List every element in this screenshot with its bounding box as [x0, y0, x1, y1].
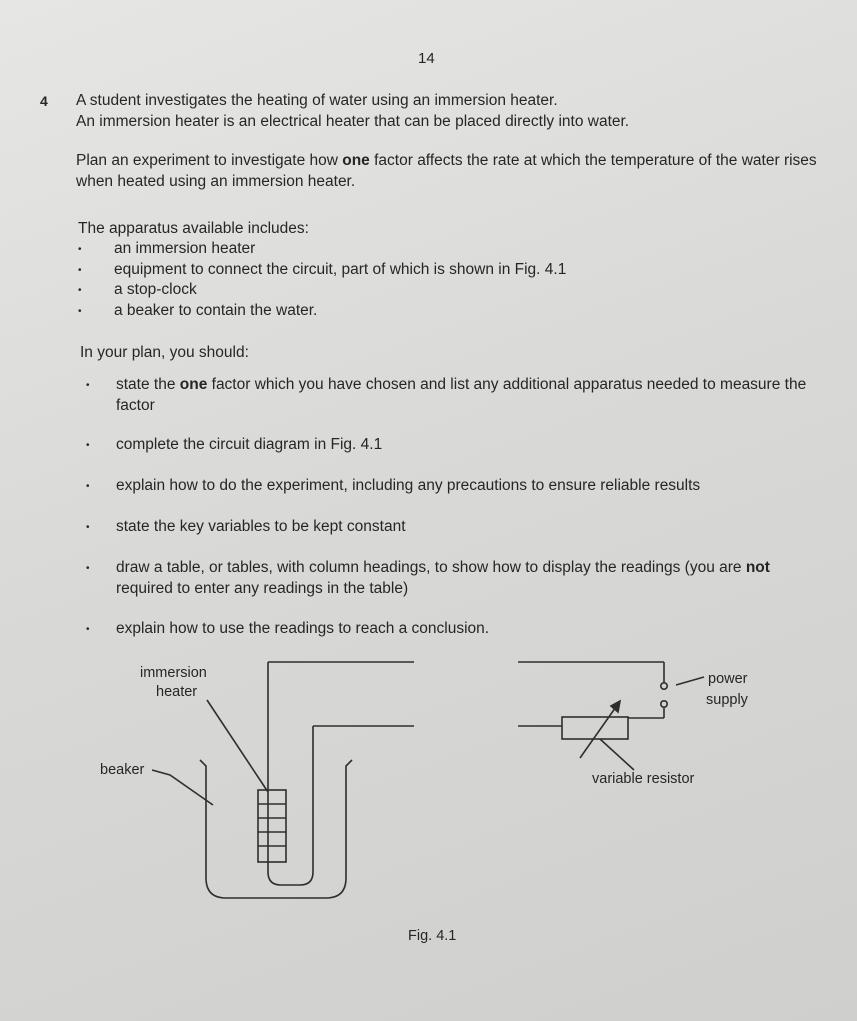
label-beaker: beaker: [100, 762, 145, 778]
label-variable-resistor: variable resistor: [592, 771, 695, 787]
apparatus-item: • a stop-clock: [78, 279, 566, 300]
figure-4-1: [0, 640, 857, 960]
instruction-item-factor: [86, 374, 826, 434]
beaker-label-line: [152, 770, 213, 805]
instruction-item-table: [86, 557, 826, 618]
apparatus-item: • an immersion heater: [78, 238, 566, 259]
variable-resistor-arrowhead: [611, 701, 620, 712]
intro-line-2: An immersion heater is an electrical heater that can be placed directly into water.: [76, 113, 630, 130]
intro-line-1: A student investigates the heating of water using an immersion heater.: [76, 92, 558, 109]
power-label-line: [676, 677, 704, 685]
heater-label-line: [207, 700, 268, 792]
question-number: 4: [40, 93, 48, 109]
instruction-item-circuit: • complete the circuit diagram in Fig. 4.1: [86, 434, 826, 475]
plan-text-before: Plan an experiment to investigate how: [76, 152, 343, 169]
apparatus-item: • a beaker to contain the water.: [78, 300, 566, 321]
instructions-heading: In your plan, you should:: [80, 344, 249, 361]
plan-text-after: factor affects the rate at which the temperature of the water rises when heated using an immersion heater.: [76, 152, 817, 190]
instruction-emphasis: not: [745, 559, 770, 576]
instruction-item-variables: • state the key variables to be kept constant: [86, 516, 826, 557]
immersion-heater-stem: [268, 662, 313, 885]
plan-paragraph: [76, 150, 826, 192]
power-terminal-positive: [661, 683, 667, 689]
heater-element: [258, 790, 286, 862]
instruction-text: draw a table, or tables, with column headings, to show how to display the readings (you are: [116, 559, 746, 576]
plan-emphasis: one: [342, 152, 370, 169]
beaker-outline: [200, 760, 352, 898]
figure-caption: Fig. 4.1: [408, 928, 457, 944]
instruction-item-conclusion: • explain how to use the readings to reach a conclusion.: [86, 618, 826, 639]
page-number: 14: [418, 50, 435, 67]
power-terminal-negative: [661, 701, 667, 707]
label-supply: supply: [706, 692, 748, 708]
instruction-text: state the: [116, 376, 180, 393]
instruction-emphasis: one: [179, 376, 208, 393]
instruction-text: required to enter any readings in the table): [116, 580, 409, 597]
instruction-item-method: • explain how to do the experiment, including any precautions to ensure reliable results: [86, 475, 826, 516]
label-heater: heater: [156, 684, 198, 700]
apparatus-item: • equipment to connect the circuit, part of which is shown in Fig. 4.1: [78, 259, 566, 280]
question-intro: [76, 90, 629, 132]
apparatus-list: [78, 238, 566, 320]
label-power: power: [708, 671, 748, 687]
instruction-text: factor which you have chosen and list any additional apparatus needed to measure the factor: [116, 376, 807, 414]
resistor-label-line: [600, 739, 634, 770]
instructions-list: [86, 374, 826, 639]
apparatus-heading: The apparatus available includes:: [78, 220, 309, 237]
label-immersion: immersion: [140, 665, 207, 681]
